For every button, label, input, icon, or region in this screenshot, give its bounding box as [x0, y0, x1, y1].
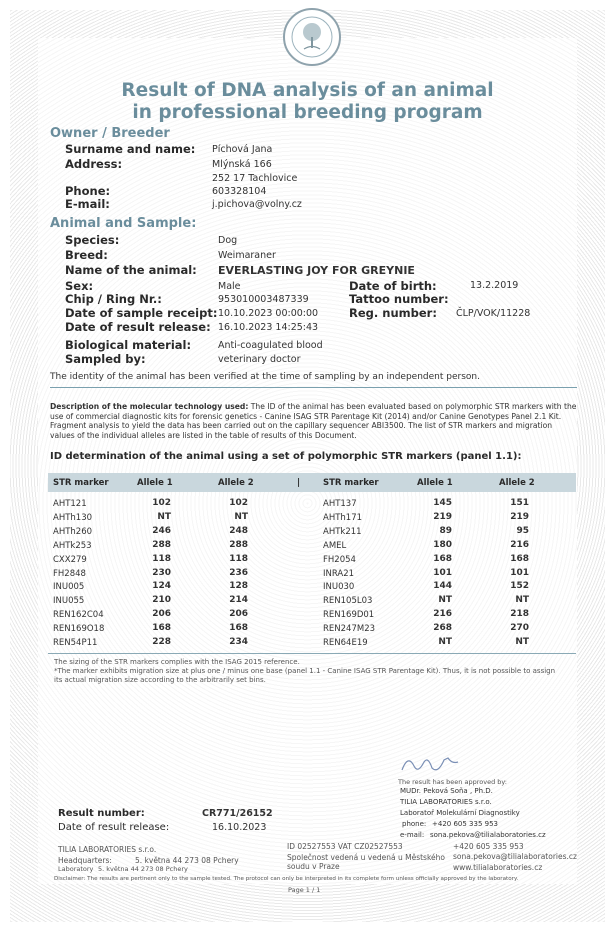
id-heading: ID determination of the animal using a set of polymorphic STR markers (panel 1.1):: [50, 451, 522, 462]
allele-1-left: NT: [157, 511, 171, 522]
str-marker-left: AHTk253: [53, 540, 92, 551]
identity-note: The identity of the animal has been verified at the time of sampling by an independent person.: [50, 372, 480, 382]
allele-2-right: 152: [510, 581, 529, 592]
material-label: Biological material:: [65, 338, 192, 352]
allele-1-left: 210: [152, 595, 171, 606]
animal-heading: Animal and Sample:: [50, 216, 197, 231]
result-date-value: 16.10.2023: [212, 822, 267, 833]
method-description: [50, 402, 577, 440]
str-marker-right: AHT137: [323, 499, 357, 509]
title-line-1: Result of DNA analysis of an animal: [121, 80, 494, 101]
allele-2-right: 95: [516, 525, 529, 536]
allele-1-right: 268: [433, 623, 452, 634]
allele-2-left: 236: [229, 567, 248, 578]
animal-name-label: Name of the animal:: [65, 263, 197, 277]
approved-by: The result has been approved by:: [398, 778, 507, 786]
col-header-allele2-right: Allele 2: [499, 478, 535, 488]
surname-label: Surname and name:: [65, 142, 196, 156]
page-number: Page 1 / 1: [288, 886, 321, 894]
allele-1-right: 216: [433, 609, 452, 620]
allele-2-left: 234: [229, 637, 248, 647]
allele-1-right: 89: [439, 525, 452, 536]
breed-value: Weimaraner: [218, 250, 276, 261]
col-header-marker-right: STR marker: [323, 478, 379, 488]
approver-phone: +420 605 335 953: [432, 820, 498, 828]
address-line-1: Mlýnská 166: [212, 159, 272, 170]
allele-1-right: 144: [433, 581, 452, 592]
footer-lab: 5. května 44 273 08 Pchery: [98, 865, 188, 873]
allele-1-left: 288: [152, 539, 171, 550]
dob-value: 13.2.2019: [470, 280, 519, 291]
str-marker-right: REN105L03: [323, 596, 373, 607]
str-marker-left: CXX279: [53, 554, 87, 565]
allele-2-right: 101: [510, 567, 529, 578]
allele-2-left: 248: [229, 525, 248, 536]
footer-web[interactable]: www.tilialaboratories.cz: [453, 863, 543, 872]
footer-court-2: soudu v Praze: [287, 862, 340, 871]
allele-1-right: NT: [438, 595, 452, 606]
footer-ids: ID 02527553 VAT CZ02527553: [287, 842, 403, 851]
allele-1-left: 230: [152, 567, 171, 578]
allele-2-left: 168: [229, 623, 248, 634]
allele-1-left: 102: [152, 498, 171, 508]
allele-1-left: 228: [152, 637, 171, 647]
result-number-label: Result number:: [58, 808, 145, 819]
allele-2-left: 102: [229, 498, 248, 508]
str-marker-left: INU055: [53, 596, 85, 607]
footer-lab-label: Laboratory: [58, 865, 94, 873]
result-date-label: Date of result release:: [58, 822, 170, 833]
divider: [50, 387, 577, 388]
col-separator: |: [297, 478, 301, 488]
sizing-note-2: *The marker exhibits migration size at plus one / minus one base (panel 1.1 - Canine ISAG STR Parentage Kit). Thus, it is not possible to assign its actual migration size according to the arbitrarily set bins.: [54, 667, 556, 684]
method-description-text: The ID of the animal has been evaluated based on polymorphic STR markers with the use of commercial diagnostic kits for forensic genetics - Canine ISAG STR Parentage Kit (2014) and/or Canine Genotypes Panel 2.1 Kit. Fragment analysis to yield the data has been carried out on the capillary sequencer ABI3500. The list of STR markers and migration values of the individual alleles are listed in the table of results of this Document.: [50, 402, 577, 440]
sampled-label: Sampled by:: [65, 352, 146, 366]
footer-email[interactable]: sona.pekova@tilialaboratories.cz: [453, 852, 577, 861]
tilia-logo: [283, 8, 341, 66]
allele-2-left: 288: [229, 539, 248, 550]
sex-label: Sex:: [65, 279, 94, 293]
allele-2-left: 206: [229, 609, 248, 620]
str-marker-right: REN247M23: [323, 624, 376, 635]
reg-value: ČLP/VOK/11228: [456, 308, 531, 319]
approver-phone-label: phone:: [402, 820, 427, 828]
str-marker-right: AMEL: [323, 540, 347, 551]
footer-court-1: Společnost vedená u vedená u Městského: [287, 853, 445, 862]
str-marker-right: AHTh171: [323, 512, 363, 523]
allele-2-left: NT: [234, 511, 248, 522]
sex-value: Male: [218, 281, 241, 292]
breed-label: Breed:: [65, 248, 108, 262]
chip-value: 953010003487339: [218, 294, 309, 305]
footer-company: TILIA LABORATORIES s.r.o.: [58, 845, 157, 854]
str-marker-right: AHTk211: [323, 526, 362, 537]
allele-1-right: 168: [433, 553, 452, 564]
approver-name: MUDr. Peková Soňa , Ph.D.: [400, 787, 493, 795]
allele-2-right: 219: [510, 511, 529, 522]
address-label: Address:: [65, 157, 123, 171]
chip-label: Chip / Ring Nr.:: [65, 292, 162, 306]
allele-1-left: 168: [152, 623, 171, 634]
phone-label: Phone:: [65, 184, 111, 198]
allele-1-right: 145: [433, 498, 452, 508]
receipt-value: 10.10.2023 00:00:00: [218, 308, 319, 319]
allele-2-right: 218: [510, 609, 529, 620]
allele-1-left: 206: [152, 609, 171, 620]
allele-1-left: 124: [152, 581, 171, 592]
col-header-allele1-right: Allele 1: [417, 478, 453, 488]
owner-heading: Owner / Breeder: [50, 126, 170, 141]
allele-1-right: 219: [433, 511, 452, 522]
allele-2-right: 216: [510, 539, 529, 550]
allele-2-right: NT: [515, 595, 529, 606]
email-label: E-mail:: [65, 197, 110, 211]
allele-2-left: 214: [229, 595, 248, 606]
footer-phone: +420 605 335 953: [453, 842, 524, 851]
phone-value: 603328104: [212, 186, 267, 197]
allele-2-right: NT: [515, 637, 529, 647]
str-marker-left: REN162C04: [53, 610, 104, 621]
str-marker-left: FH2848: [53, 568, 86, 579]
receipt-label: Date of sample receipt:: [65, 306, 218, 320]
table-header: [48, 473, 576, 492]
allele-2-left: 128: [229, 581, 248, 592]
release-label: Date of result release:: [65, 320, 211, 334]
str-marker-left: AHTh130: [53, 512, 93, 523]
species-value: Dog: [218, 235, 238, 246]
str-marker-left: REN54P11: [53, 638, 98, 648]
str-marker-left: REN169O18: [53, 624, 105, 635]
allele-2-right: 151: [510, 498, 529, 508]
sizing-note-1: The sizing of the STR markers complies with the ISAG 2015 reference.: [54, 658, 300, 666]
dob-label: Date of birth:: [349, 279, 437, 293]
approver-company: TILIA LABORATORIES s.r.o.: [400, 798, 492, 806]
str-marker-left: AHT121: [53, 499, 87, 509]
tree-icon: [290, 15, 334, 59]
surname-value: Píchová Jana: [212, 144, 273, 155]
str-marker-right: INRA21: [323, 568, 355, 579]
allele-1-right: 101: [433, 567, 452, 578]
address-line-2: 252 17 Tachlovice: [212, 173, 298, 184]
approver-lab: Laboratoř Molekulární Diagnostiky: [400, 809, 520, 817]
allele-1-left: 246: [152, 525, 171, 536]
approver-email: sona.pekova@tilialaboratories.cz: [430, 831, 546, 839]
footer-hq-label: Headquarters:: [58, 856, 112, 865]
result-number-value: CR771/26152: [202, 808, 273, 819]
tattoo-label: Tattoo number:: [349, 292, 449, 306]
col-header-allele2-left: Allele 2: [218, 478, 254, 488]
sampled-value: veterinary doctor: [218, 354, 301, 365]
allele-2-left: 118: [229, 553, 248, 564]
allele-2-right: 168: [510, 553, 529, 564]
footer-hq: 5. května 44 273 08 Pchery: [135, 856, 239, 865]
email-value: j.pichova@volny.cz: [212, 199, 302, 210]
release-value: 16.10.2023 14:25:43: [218, 322, 319, 333]
str-marker-right: INU030: [323, 582, 355, 593]
species-label: Species:: [65, 233, 120, 247]
animal-name-value: EVERLASTING JOY FOR GREYNIE: [218, 264, 415, 277]
footer-disclaimer: Disclaimer: The results are pertinent only to the sample tested. The protocol can only be interpreted in its complete form unless officially approved by the laboratory.: [54, 876, 519, 882]
material-value: Anti-coagulated blood: [218, 340, 323, 351]
allele-2-right: 270: [510, 623, 529, 634]
col-header-marker-left: STR marker: [53, 478, 109, 488]
str-marker-left: INU005: [53, 582, 85, 593]
method-description-heading: Description of the molecular technology used:: [50, 402, 249, 411]
str-marker-right: FH2054: [323, 554, 356, 565]
str-marker-left: AHTh260: [53, 526, 93, 537]
table-bottom-rule: [48, 653, 576, 654]
reg-label: Reg. number:: [349, 306, 437, 320]
allele-1-left: 118: [152, 553, 171, 564]
title-line-2: in professional breeding program: [132, 102, 483, 123]
col-header-allele1-left: Allele 1: [137, 478, 173, 488]
approver-email-label: e-mail:: [400, 831, 425, 839]
allele-1-right: 180: [433, 539, 452, 550]
str-marker-right: REN64E19: [323, 638, 368, 648]
str-marker-right: REN169D01: [323, 610, 375, 621]
allele-1-right: NT: [438, 637, 452, 647]
signature: [398, 752, 464, 778]
